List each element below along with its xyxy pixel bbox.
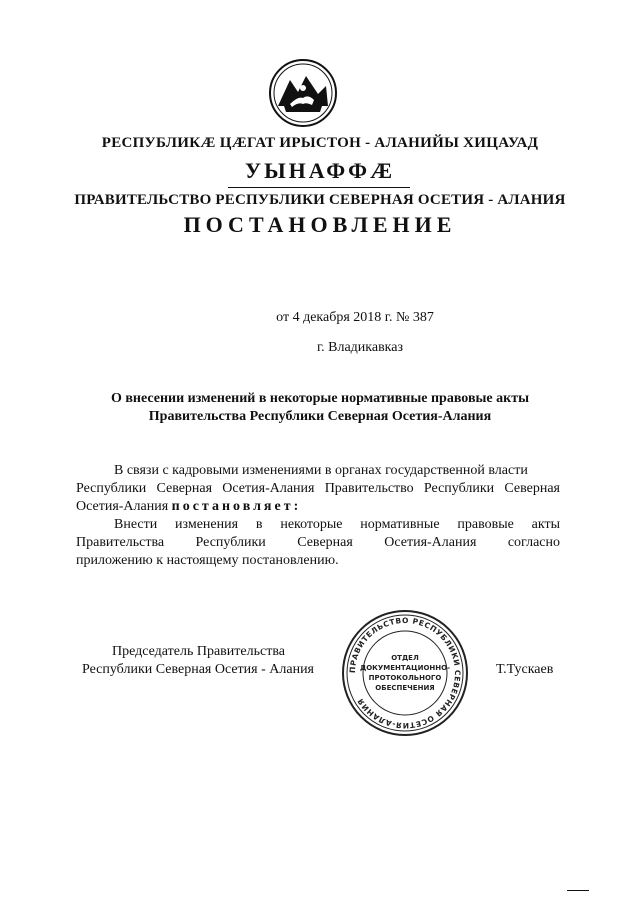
- seal-center-line-4: ОБЕСПЕЧЕНИЯ: [375, 684, 435, 692]
- body-paragraph-2: [76, 516, 560, 570]
- header-republic-ossetian: РЕСПУБЛИКӔ ЦӔГАТ ИРЫСТОН - АЛАНИЙЫ ХИЦАУАД: [101, 135, 539, 151]
- body-p2-line3: приложению к настоящему постановлению.: [76, 553, 339, 568]
- signature-title-line-2: Республики Северная Осетия - Алания: [82, 662, 314, 677]
- coat-of-arms-icon: [268, 58, 338, 128]
- document-date: от 4 декабря 2018 г. № 387: [276, 310, 434, 325]
- seal-outer-text: ПРАВИТЕЛЬСТВО РЕСПУБЛИКИ СЕВЕРНАЯ ОСЕТИЯ-АЛАНИЯ: [347, 615, 463, 731]
- header-decree-russian: ПОСТАНОВЛЕНИЕ: [183, 212, 457, 237]
- body-p1-line3-start: Осетия-Алания: [76, 499, 172, 514]
- document-city: г. Владикавказ: [316, 340, 404, 355]
- body-p2-line2: Правительства Республики Северная Осетия-Алания согласно: [76, 535, 560, 550]
- body-p1-action: постановляет:: [171, 499, 302, 514]
- header-divider: [228, 187, 410, 188]
- signature-title-line-1: Председатель Правительства: [112, 644, 285, 659]
- body-p1-line1: В связи с кадровыми изменениями в органах государственной власти: [114, 463, 528, 478]
- header-decree-ossetian: УЫНАФФӔ: [244, 158, 396, 183]
- official-seal-icon: [340, 608, 470, 738]
- body-p1-line2: Республики Северная Осетия-Алания Правительство Республики Северная: [76, 481, 560, 496]
- seal-center-line-3: ПРОТОКОЛЬНОГО: [368, 674, 442, 682]
- seal-center-line-1: ОТДЕЛ: [391, 654, 419, 662]
- body-p2-line1: Внести изменения в некоторые нормативные правовые акты: [114, 517, 560, 532]
- footer-mark: [567, 890, 589, 891]
- body-paragraph-1: [76, 462, 560, 516]
- svg-text:ПРАВИТЕЛЬСТВО РЕСПУБЛИКИ СЕВЕР: [348, 616, 462, 730]
- subject-line-1: О внесении изменений в некоторые нормативные правовые акты: [110, 391, 530, 406]
- body-p1-line3: [76, 498, 560, 516]
- seal-center-line-2: ДОКУМЕНТАЦИОННО-: [360, 664, 450, 672]
- header-government-russian: ПРАВИТЕЛЬСТВО РЕСПУБЛИКИ СЕВЕРНАЯ ОСЕТИЯ - АЛАНИЯ: [74, 192, 566, 208]
- signature-name: Т.Тускаев: [496, 662, 554, 677]
- subject-line-2: Правительства Республики Северная Осетия-Алания: [148, 409, 492, 424]
